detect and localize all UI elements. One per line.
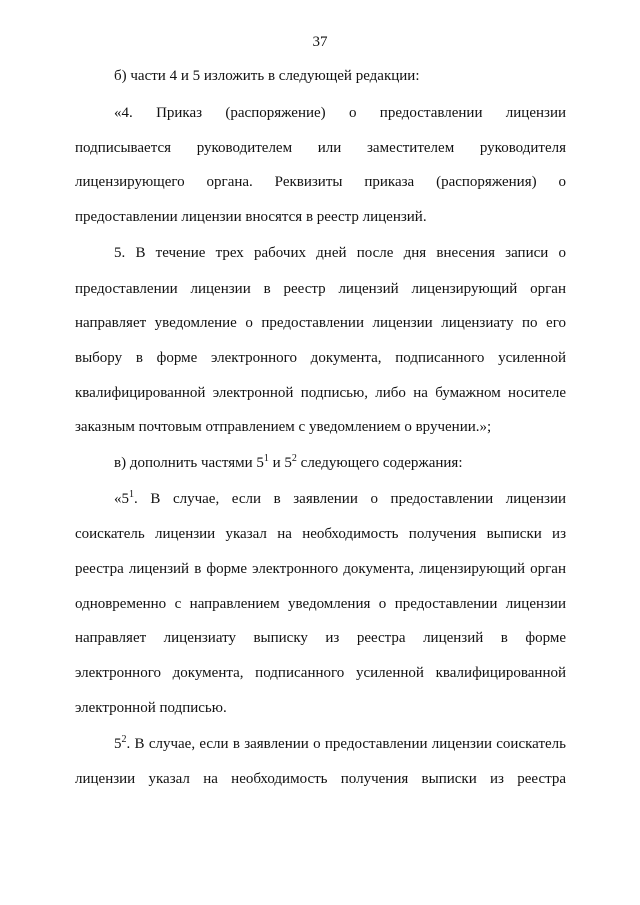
paragraph-line: лицензии указал на необходимость получения выписки из реестра [75,771,566,787]
paragraph-line: направляет лицензиату выписку из реестра лицензий в форме [75,630,566,646]
paragraph-line: «$5^1$. В случае, если в заявлении о предоставлении лицензии [114,489,566,507]
paragraph-line: заказным почтовым отправлением с уведомлением о вручении.»; [75,419,492,435]
paragraph-line: реестра лицензий в форме электронного документа, лицензирующий орган [75,561,566,577]
paragraph-line: предоставлении лицензии в реестр лицензий лицензирующий орган [75,281,566,297]
paragraph-line: одновременно с направлением уведомления о предоставлении лицензии [75,596,566,612]
paragraph-line: соискатель лицензии указал на необходимость получения выписки из [75,526,566,542]
paragraph-line: б) части 4 и 5 изложить в следующей редакции: [114,68,420,84]
paragraph-line: электронного документа, подписанного усиленной квалифицированной [75,665,566,681]
paragraph-line: квалифицированной электронной подписью, либо на бумажном носителе [75,385,566,401]
paragraph-line: лицензирующего органа. Реквизиты приказа (распоряжения) о [75,174,566,190]
page-number: 37 [312,34,328,50]
paragraph-line: электронной подписью. [75,700,227,716]
paragraph-line: подписывается руководителем или заместителем руководителя [75,140,566,156]
paragraph-line: направляет уведомление о предоставлении лицензии лицензиату по его [75,315,566,331]
paragraph-line: предоставлении лицензии вносятся в реестр лицензий. [75,209,427,225]
paragraph-line: в) дополнить частями $5^1$ и $5^2$ следующего содержания: [114,453,463,471]
paragraph-line: выбору в форме электронного документа, подписанного усиленной [75,350,566,366]
paragraph-line: «4. Приказ (распоряжение) о предоставлении лицензии [114,105,566,121]
paragraph-line: 5. В течение трех рабочих дней после дня внесения записи о [114,245,566,261]
paragraph-line: $5^2$. В случае, если в заявлении о предоставлении лицензии соискатель [114,734,566,752]
